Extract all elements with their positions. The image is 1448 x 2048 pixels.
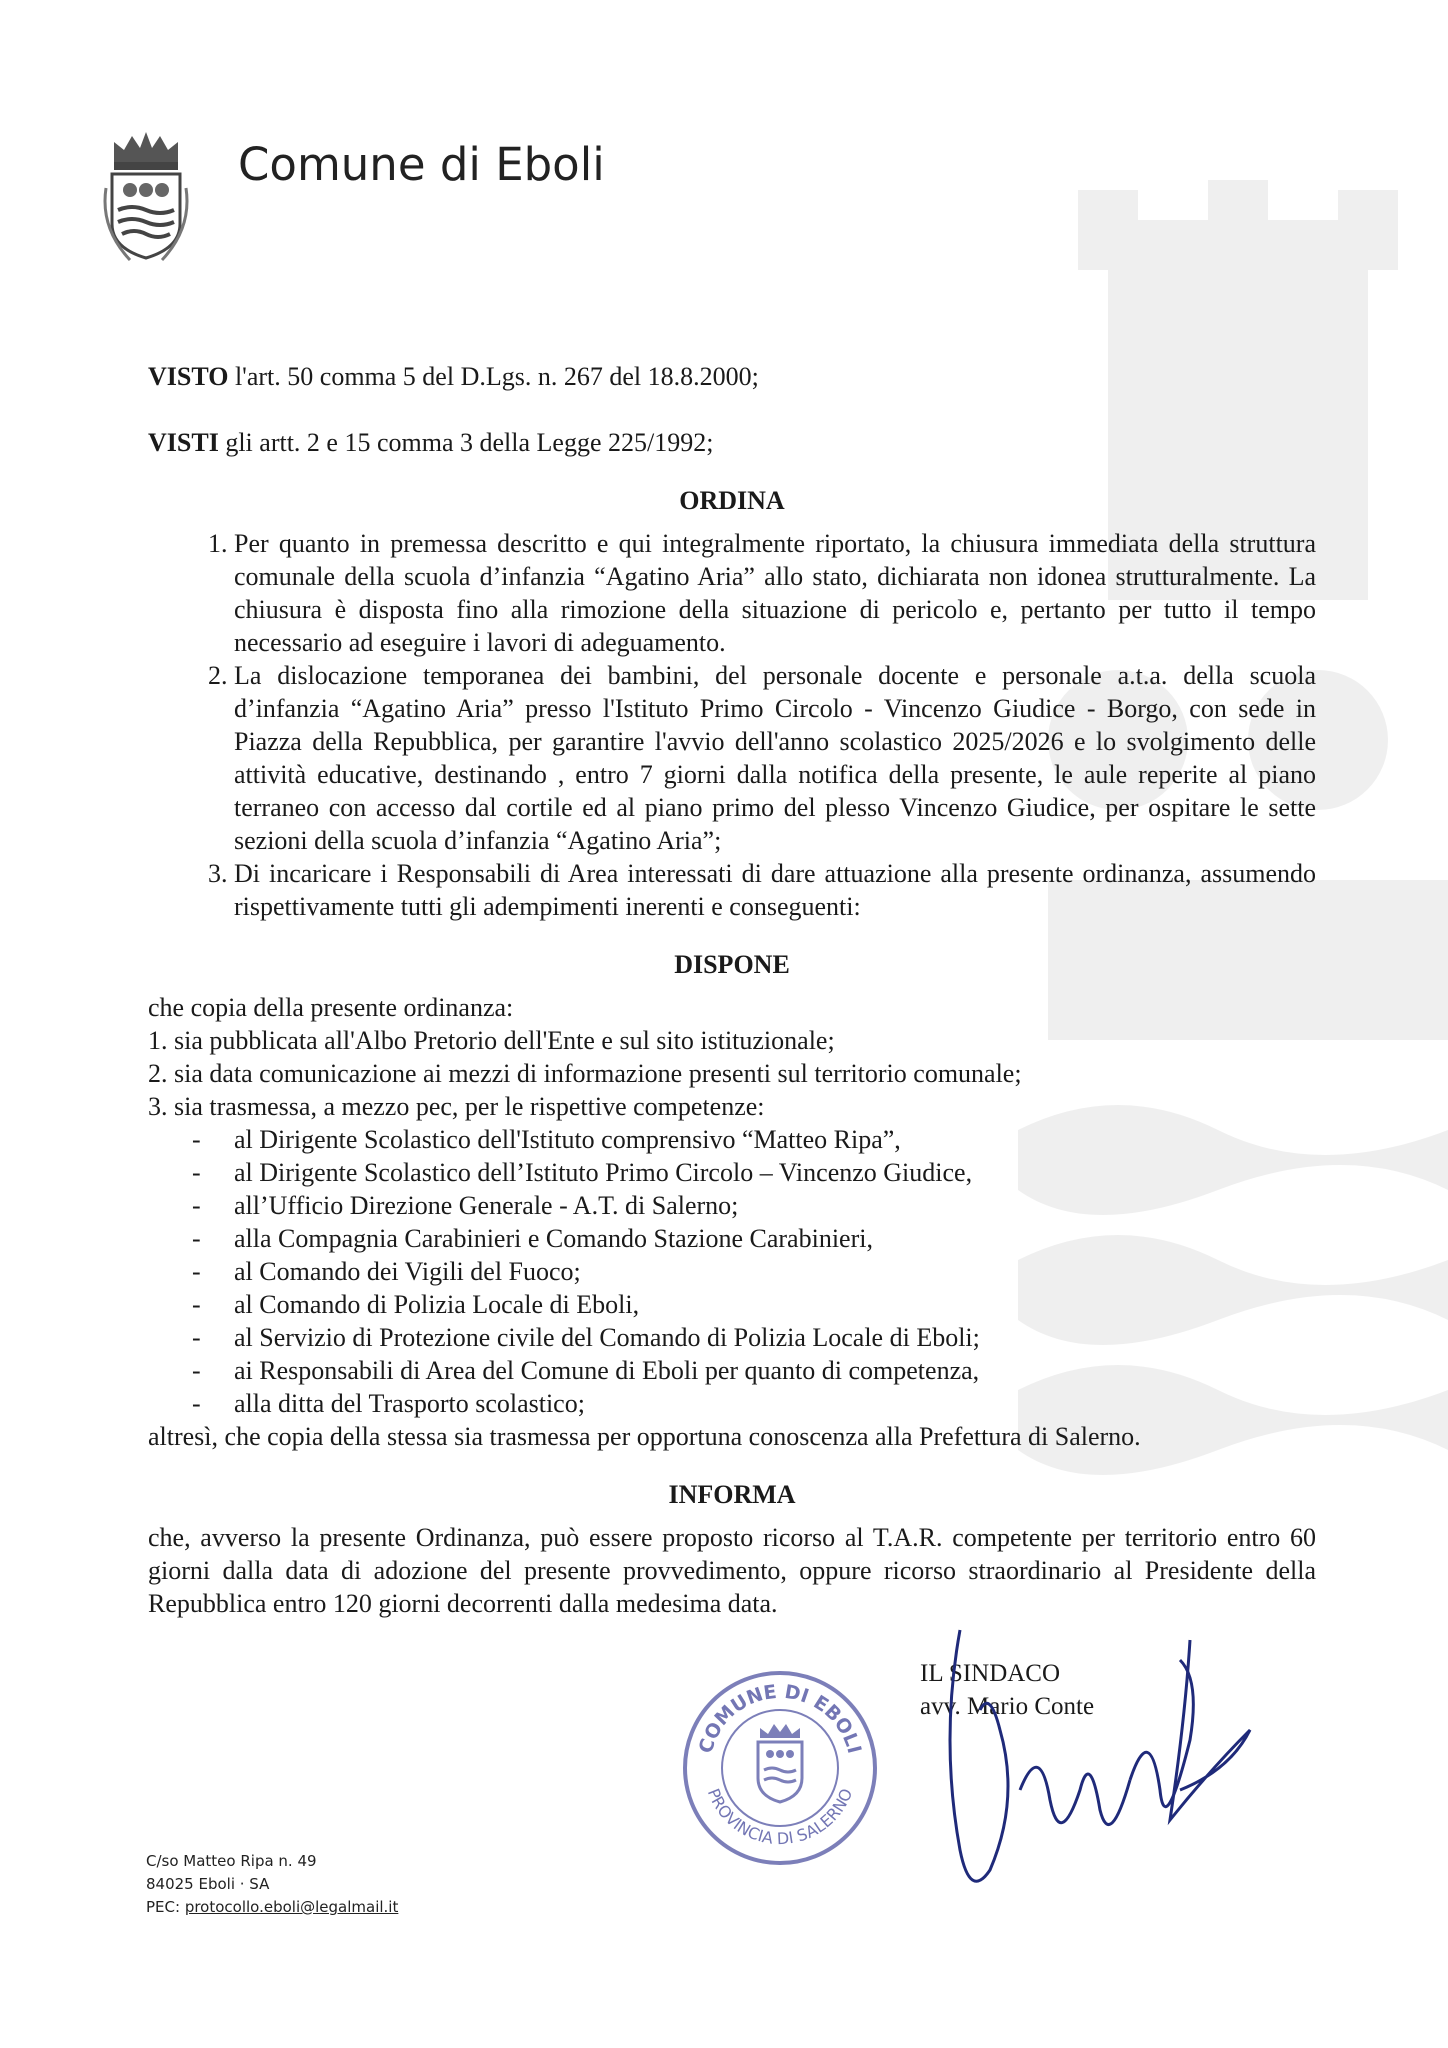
dispone-intro: che copia della presente ordinanza: xyxy=(148,993,514,1022)
dispone-point: 3. sia trasmessa, a mezzo pec, per le rispettive competenze: xyxy=(148,1092,765,1121)
dispone-heading: DISPONE xyxy=(674,950,790,979)
visto-line xyxy=(148,360,1316,393)
recipient-item: - alla ditta del Trasporto scolastico; xyxy=(192,1387,1316,1420)
pec-line xyxy=(146,1896,398,1919)
recipient-item: - al Servizio di Protezione civile del Comando di Polizia Locale di Eboli; xyxy=(192,1321,1316,1354)
visti-keyword: VISTI xyxy=(148,428,219,457)
official-stamp xyxy=(680,1668,880,1868)
signatory-name: avv. Mario Conte xyxy=(920,1693,1095,1720)
recipient-item: - al Dirigente Scolastico dell’Istituto Primo Circolo – Vincenzo Giudice, xyxy=(192,1156,1316,1189)
street-address: C/so Matteo Ripa n. 49 xyxy=(146,1852,317,1870)
ordina-list xyxy=(148,527,1316,923)
recipient-item: - all’Ufficio Direzione Generale - A.T. di Salerno; xyxy=(192,1189,1316,1222)
recipient-item: - al Comando di Polizia Locale di Eboli, xyxy=(192,1288,1316,1321)
signatory-role: IL SINDACO xyxy=(920,1660,1061,1687)
dispone-closing: altresì, che copia della stessa sia trasmessa per opportuna conoscenza alla Prefettura di Salerno. xyxy=(148,1422,1141,1451)
pec-email-link[interactable]: protocollo.eboli@legalmail.it xyxy=(184,1898,399,1916)
pec-label: PEC: xyxy=(146,1898,185,1916)
stamp-bottom-text: PROVINCIA DI SALERNO xyxy=(703,1785,857,1849)
recipient-item: - ai Responsabili di Area del Comune di Eboli per quanto di competenza, xyxy=(192,1354,1316,1387)
footer-address xyxy=(146,1850,398,1919)
municipality-title: Comune di Eboli xyxy=(238,138,605,191)
visto-text: l'art. 50 comma 5 del D.Lgs. n. 267 del 18.8.2000; xyxy=(228,362,759,391)
ordina-item: 1. Per quanto in premessa descritto e qui integralmente riportato, la chiusura immediata della struttura comunale della scuola d’infanzia “Agatino Aria” allo stato, dichiarata non idonea strutturalmente. La chiusura è disposta fino alla rimozione della situazione di pericolo e, pertanto per tutto il tempo necessario ad eseguire i lavori di adeguamento. xyxy=(234,527,1316,659)
stamp-top-text: COMUNE DI EBOLI xyxy=(694,1680,866,1756)
informa-text: che, avverso la presente Ordinanza, può essere proposto ricorso al T.A.R. competente per territorio entro 60 giorni dalla data di adozione del presente provvedimento, oppure ricorso straordinario al Presidente della Repubblica entro 120 giorni decorrenti dalla medesima data. xyxy=(148,1523,1316,1618)
recipient-item: - al Dirigente Scolastico dell'Istituto comprensivo “Matteo Ripa”, xyxy=(192,1123,1316,1156)
recipient-item: - al Comando dei Vigili del Fuoco; xyxy=(192,1255,1316,1288)
ordina-item: 3. Di incaricare i Responsabili di Area interessati di dare attuazione alla presente ordinanza, assumendo rispettivamente tutti gli adempimenti inerenti e conseguenti: xyxy=(234,857,1316,923)
visti-text: gli artt. 2 e 15 comma 3 della Legge 225/1992; xyxy=(218,428,714,457)
visto-keyword: VISTO xyxy=(148,362,229,391)
recipient-item: - alla Compagnia Carabinieri e Comando Stazione Carabinieri, xyxy=(192,1222,1316,1255)
ordina-heading: ORDINA xyxy=(679,486,785,515)
handwritten-signature xyxy=(930,1620,1270,1910)
ordina-item: 2. La dislocazione temporanea dei bambini, del personale docente e personale a.t.a. della scuola d’infanzia “Agatino Aria” presso l'Istituto Primo Circolo - Vincenzo Giudice - Borgo, con sede in Piazza della Repubblica, per garantire l'avvio dell'anno scolastico 2025/2026 e lo svolgimento delle attività educative, destinando , entro 7 giorni dalla notifica della presente, le aule reperite al piano terraneo con accesso dal cortile ed al piano primo del plesso Vincenzo Giudice, per ospitare le sette sezioni della scuola d’infanzia “Agatino Aria”; xyxy=(234,659,1316,857)
eboli-crest-icon xyxy=(100,128,192,264)
recipients-list xyxy=(148,1123,1316,1420)
dispone-point: 2. sia data comunicazione ai mezzi di informazione presenti sul territorio comunale; xyxy=(148,1059,1022,1088)
city-line: 84025 Eboli · SA xyxy=(146,1875,270,1893)
visti-line xyxy=(148,426,1316,459)
informa-heading: INFORMA xyxy=(668,1480,796,1509)
ordinance-body xyxy=(148,360,1316,1620)
dispone-point: 1. sia pubblicata all'Albo Pretorio dell'Ente e sul sito istituzionale; xyxy=(148,1026,835,1055)
